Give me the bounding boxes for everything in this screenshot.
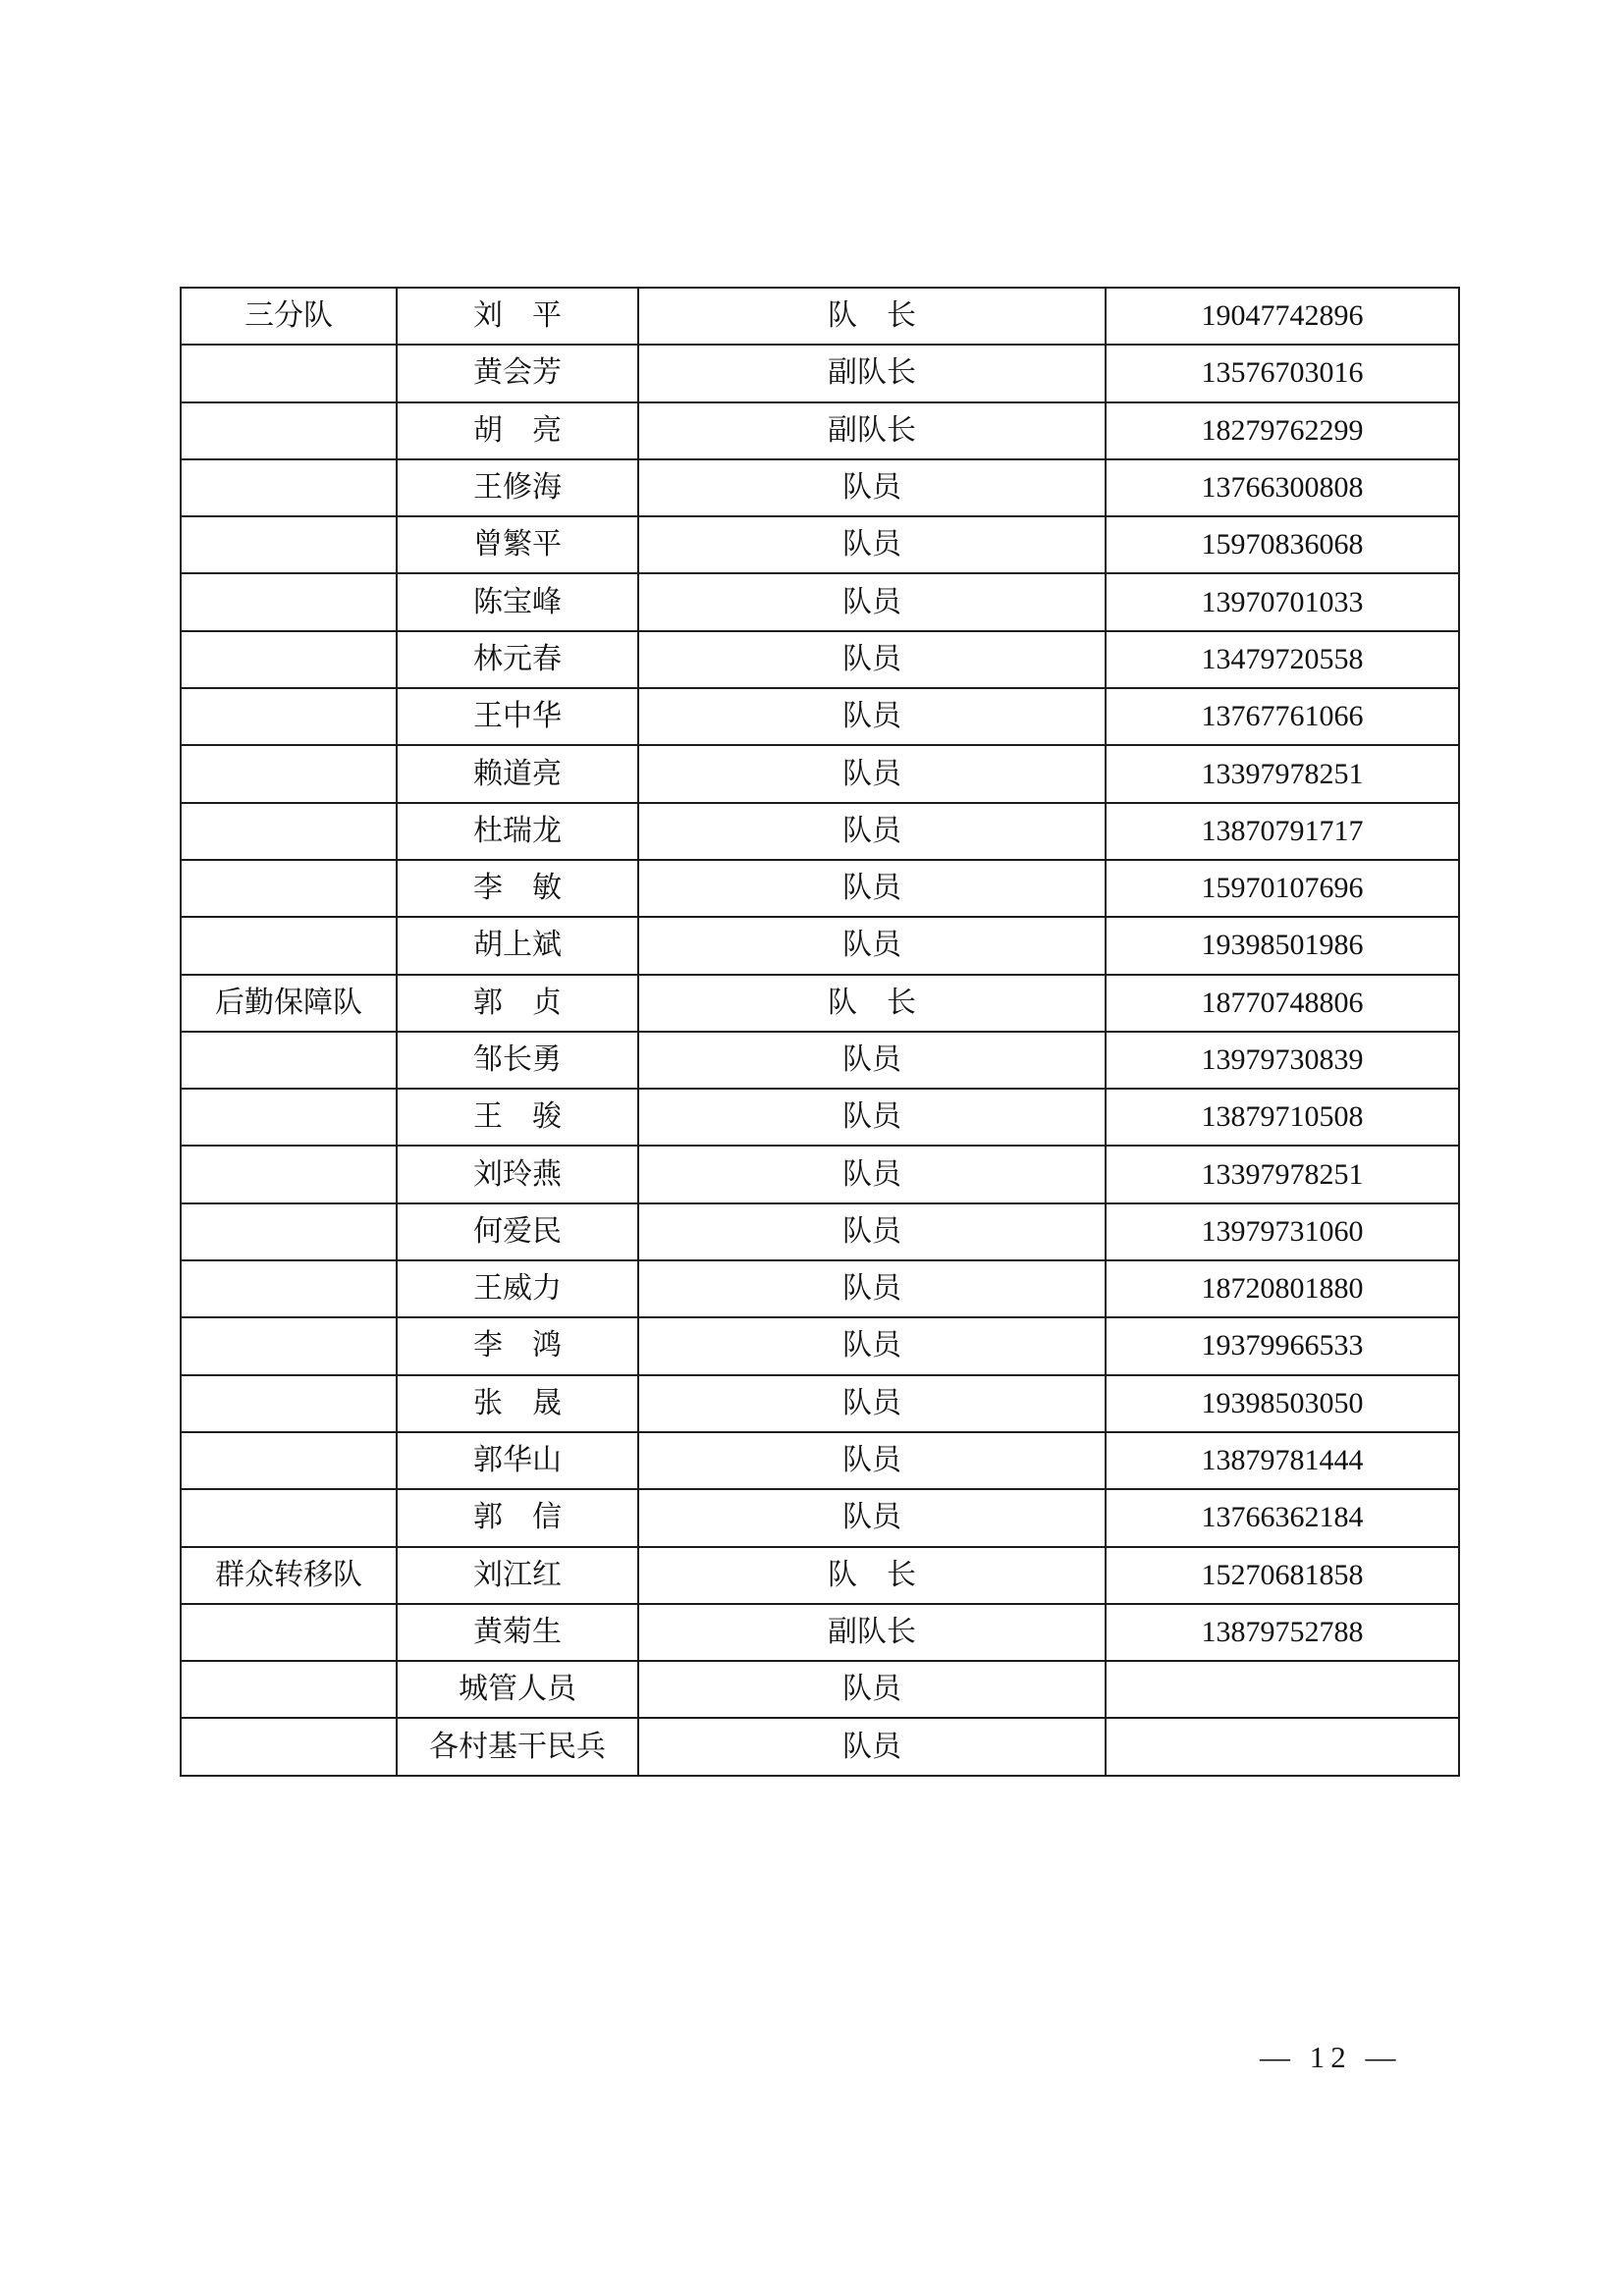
role-cell: 队员 [638,516,1106,573]
role-cell: 副队长 [638,1604,1106,1661]
phone-cell: 13397978251 [1106,1146,1459,1202]
table-row [181,1317,1459,1374]
name-cell: 陈宝峰 [397,573,638,630]
name-cell: 城管人员 [397,1661,638,1718]
table-row [181,1604,1459,1661]
role-cell: 队员 [638,860,1106,917]
group-cell [181,1089,397,1146]
role-cell: 队 长 [638,288,1106,345]
table-row [181,688,1459,745]
role-cell: 队员 [638,1661,1106,1718]
role-cell: 队员 [638,1146,1106,1202]
name-cell: 何爱民 [397,1203,638,1260]
table-row [181,1432,1459,1489]
phone-cell: 13397978251 [1106,745,1459,802]
group-cell [181,1432,397,1489]
phone-cell: 13979730839 [1106,1032,1459,1089]
name-cell: 邹长勇 [397,1032,638,1089]
phone-cell: 13766300808 [1106,459,1459,516]
name-cell: 刘玲燕 [397,1146,638,1202]
role-cell: 队员 [638,1432,1106,1489]
table-row [181,1032,1459,1089]
name-cell: 郭 贞 [397,975,638,1032]
name-cell: 赖道亮 [397,745,638,802]
table-row [181,345,1459,401]
role-cell: 副队长 [638,345,1106,401]
group-cell [181,860,397,917]
table-row [181,1375,1459,1432]
name-cell: 胡 亮 [397,402,638,459]
table-row [181,573,1459,630]
name-cell: 黄菊生 [397,1604,638,1661]
group-cell [181,917,397,974]
phone-cell: 13879752788 [1106,1604,1459,1661]
role-cell: 队员 [638,1032,1106,1089]
table-row [181,1661,1459,1718]
role-cell: 队员 [638,1317,1106,1374]
name-cell: 张 晟 [397,1375,638,1432]
phone-cell [1106,1661,1459,1718]
group-cell: 三分队 [181,288,397,345]
role-cell: 队员 [638,1089,1106,1146]
phone-cell [1106,1718,1459,1775]
group-cell [181,345,397,401]
phone-cell: 18279762299 [1106,402,1459,459]
phone-cell: 13970701033 [1106,573,1459,630]
role-cell: 队员 [638,1718,1106,1775]
phone-cell: 13870791717 [1106,803,1459,860]
role-cell: 队员 [638,745,1106,802]
name-cell: 李 敏 [397,860,638,917]
name-cell: 刘 平 [397,288,638,345]
name-cell: 王修海 [397,459,638,516]
table-row [181,803,1459,860]
phone-cell: 15270681858 [1106,1547,1459,1604]
table-row [181,1260,1459,1317]
name-cell: 林元春 [397,631,638,688]
group-cell [181,631,397,688]
table-row [181,459,1459,516]
table-row [181,745,1459,802]
group-cell [181,1203,397,1260]
group-cell [181,688,397,745]
role-cell: 队员 [638,1375,1106,1432]
group-cell [181,745,397,802]
name-cell: 李 鸿 [397,1317,638,1374]
table-row [181,1489,1459,1546]
name-cell: 黄会芳 [397,345,638,401]
role-cell: 队 长 [638,975,1106,1032]
role-cell: 队员 [638,631,1106,688]
group-cell [181,516,397,573]
role-cell: 队员 [638,803,1106,860]
phone-cell: 19047742896 [1106,288,1459,345]
table-row [181,860,1459,917]
name-cell: 曾繁平 [397,516,638,573]
phone-cell: 19379966533 [1106,1317,1459,1374]
group-cell [181,1317,397,1374]
phone-cell: 13767761066 [1106,688,1459,745]
role-cell: 队员 [638,459,1106,516]
group-cell [181,573,397,630]
group-cell: 后勤保障队 [181,975,397,1032]
phone-cell: 13479720558 [1106,631,1459,688]
name-cell: 郭华山 [397,1432,638,1489]
page-number: — 12 — [1260,2040,1402,2074]
name-cell: 王中华 [397,688,638,745]
group-cell [181,1718,397,1775]
role-cell: 副队长 [638,402,1106,459]
phone-cell: 15970836068 [1106,516,1459,573]
roster-table-body [181,288,1459,1776]
role-cell: 队员 [638,1260,1106,1317]
group-cell: 群众转移队 [181,1547,397,1604]
name-cell: 胡上斌 [397,917,638,974]
phone-cell: 19398503050 [1106,1375,1459,1432]
name-cell: 王威力 [397,1260,638,1317]
role-cell: 队员 [638,688,1106,745]
group-cell [181,1146,397,1202]
phone-cell: 18720801880 [1106,1260,1459,1317]
name-cell: 郭 信 [397,1489,638,1546]
table-row [181,402,1459,459]
group-cell [181,1604,397,1661]
group-cell [181,459,397,516]
table-row [181,1146,1459,1202]
name-cell: 杜瑞龙 [397,803,638,860]
table-row [181,288,1459,345]
role-cell: 队员 [638,573,1106,630]
group-cell [181,803,397,860]
table-row [181,917,1459,974]
phone-cell: 15970107696 [1106,860,1459,917]
phone-cell: 13979731060 [1106,1203,1459,1260]
group-cell [181,1260,397,1317]
role-cell: 队 长 [638,1547,1106,1604]
phone-cell: 13879710508 [1106,1089,1459,1146]
group-cell [181,1375,397,1432]
group-cell [181,1489,397,1546]
phone-cell: 13879781444 [1106,1432,1459,1489]
table-row [181,631,1459,688]
table-row [181,1089,1459,1146]
phone-cell: 18770748806 [1106,975,1459,1032]
table-row [181,975,1459,1032]
name-cell: 各村基干民兵 [397,1718,638,1775]
phone-cell: 19398501986 [1106,917,1459,974]
group-cell [181,1032,397,1089]
group-cell [181,402,397,459]
name-cell: 刘江红 [397,1547,638,1604]
phone-cell: 13576703016 [1106,345,1459,401]
group-cell [181,1661,397,1718]
role-cell: 队员 [638,1489,1106,1546]
roster-table [180,287,1460,1777]
role-cell: 队员 [638,917,1106,974]
table-row [181,1203,1459,1260]
role-cell: 队员 [638,1203,1106,1260]
phone-cell: 13766362184 [1106,1489,1459,1546]
name-cell: 王 骏 [397,1089,638,1146]
table-row [181,516,1459,573]
table-row [181,1547,1459,1604]
table-row [181,1718,1459,1775]
